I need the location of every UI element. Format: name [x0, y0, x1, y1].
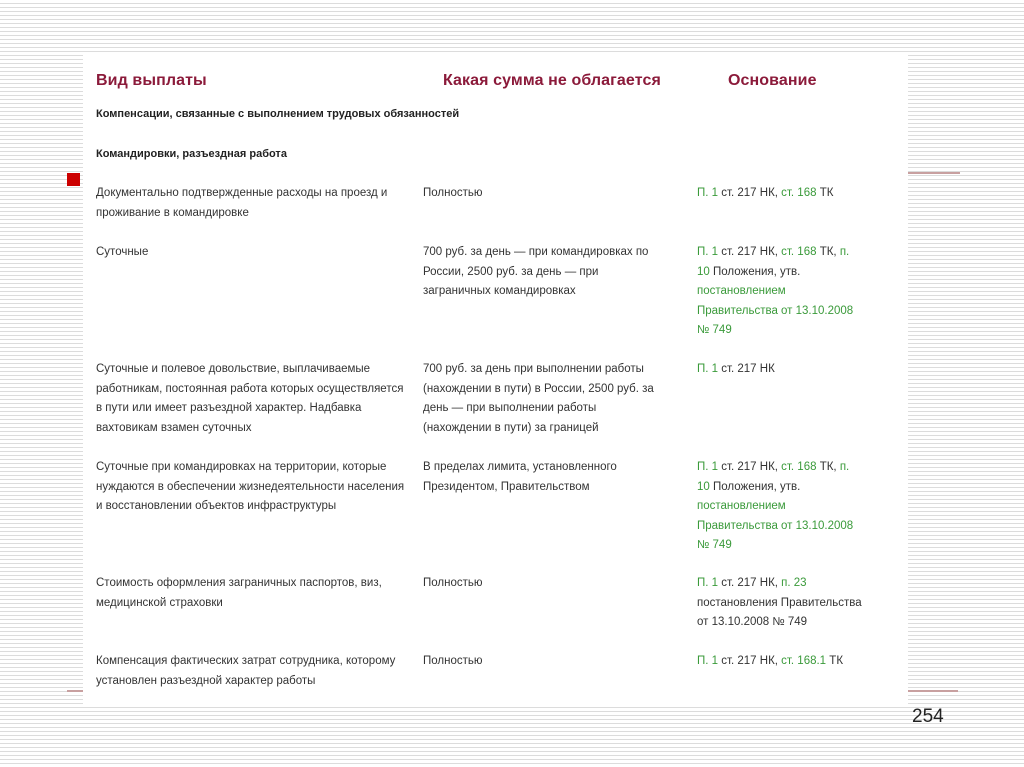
law-link[interactable]: П. 1 [697, 187, 719, 199]
header-payment-type: Вид выплаты [96, 72, 207, 89]
law-link[interactable]: Правительства от 13.10.2008 [697, 519, 854, 532]
law-link[interactable]: ст. 168 [781, 246, 817, 258]
basis-text: ТК [826, 655, 844, 667]
law-link[interactable]: П. 1 [697, 655, 719, 667]
document-page [83, 52, 908, 707]
law-link[interactable]: 10 [697, 265, 710, 278]
basis-text: ТК, [816, 461, 840, 473]
basis-text: ст. 217 НК [718, 363, 775, 375]
law-link[interactable]: постановлением [697, 500, 786, 512]
law-link[interactable]: ст. 168.1 [781, 655, 827, 667]
law-link[interactable]: ст. 168 [781, 187, 817, 199]
law-link[interactable]: П. 1 [697, 246, 719, 258]
header-untaxed-amount: Какая сумма не облагается [443, 72, 661, 89]
basis-cell [697, 360, 897, 380]
amount-cell: Полностью [423, 577, 483, 589]
basis-cell [697, 458, 897, 556]
law-link[interactable]: № 749 [697, 539, 732, 551]
basis-cell [697, 574, 897, 633]
basis-text: ст. 217 НК, [718, 187, 782, 199]
basis-text: ст. 217 НК, [718, 461, 782, 473]
law-link[interactable]: ст. 168 [781, 461, 817, 473]
basis-text: Положения, утв. [709, 480, 801, 493]
payment-type-cell: Стоимость оформления заграничных паспортов, виз, медицинской страховки [96, 577, 382, 609]
basis-cell [697, 243, 897, 341]
amount-cell: 700 руб. за день при выполнении работы (нахождении в пути) в России, 2500 руб. за день — при выполнении работы (нахождении в пути) за границей [423, 363, 654, 434]
section-subtitle: Командировки, разъездная работа [96, 148, 287, 160]
basis-text: ст. 217 НК, [718, 246, 782, 258]
decor-line [908, 690, 958, 692]
law-link[interactable]: п. 23 [781, 577, 807, 589]
basis-text: ТК [816, 187, 834, 199]
payment-type-cell: Компенсация фактических затрат сотрудника, которому установлен разъездной характер работы [96, 655, 396, 687]
basis-cell [697, 652, 897, 672]
basis-text: ТК, [816, 246, 840, 258]
header-basis: Основание [728, 72, 817, 89]
law-link[interactable]: 10 [697, 480, 710, 493]
law-link[interactable]: П. 1 [697, 577, 719, 589]
law-link[interactable]: № 749 [697, 324, 732, 336]
basis-text: от 13.10.2008 № 749 [697, 616, 808, 628]
law-link[interactable]: п. [839, 461, 850, 473]
decor-line [908, 172, 960, 174]
law-link[interactable]: постановлением [697, 285, 786, 297]
section-title: Компенсации, связанные с выполнением трудовых обязанностей [96, 108, 460, 120]
payment-type-cell: Суточные и полевое довольствие, выплачиваемые работникам, постоянная работа которых осуществляется в пути или имеет разъездной характер. Надбавка вахтовикам взамен суточных [96, 363, 404, 434]
payment-type-cell: Суточные [96, 246, 149, 258]
basis-text: постановления Правительства [697, 596, 862, 609]
law-link[interactable]: П. 1 [697, 461, 719, 473]
basis-text: ст. 217 НК, [718, 655, 782, 667]
amount-cell: В пределах лимита, установленного Президентом, Правительством [423, 461, 617, 493]
basis-cell [697, 184, 897, 204]
payment-type-cell: Суточные при командировках на территории, которые нуждаются в обеспечении жизнедеятельности населения и восстановлении объектов инфраструктуры [96, 461, 405, 512]
decor-line [67, 690, 83, 692]
law-link[interactable]: П. 1 [697, 363, 719, 375]
payment-type-cell: Документально подтвержденные расходы на проезд и проживание в командировке [96, 187, 388, 219]
page-number: 254 [912, 706, 944, 727]
basis-text: Положения, утв. [709, 265, 801, 278]
amount-cell: 700 руб. за день — при командировках по России, 2500 руб. за день — при заграничных командировках [423, 246, 649, 297]
law-link[interactable]: п. [839, 246, 850, 258]
amount-cell: Полностью [423, 187, 483, 199]
bullet-square [67, 173, 80, 186]
basis-text: ст. 217 НК, [718, 577, 782, 589]
amount-cell: Полностью [423, 655, 483, 667]
law-link[interactable]: Правительства от 13.10.2008 [697, 304, 854, 317]
